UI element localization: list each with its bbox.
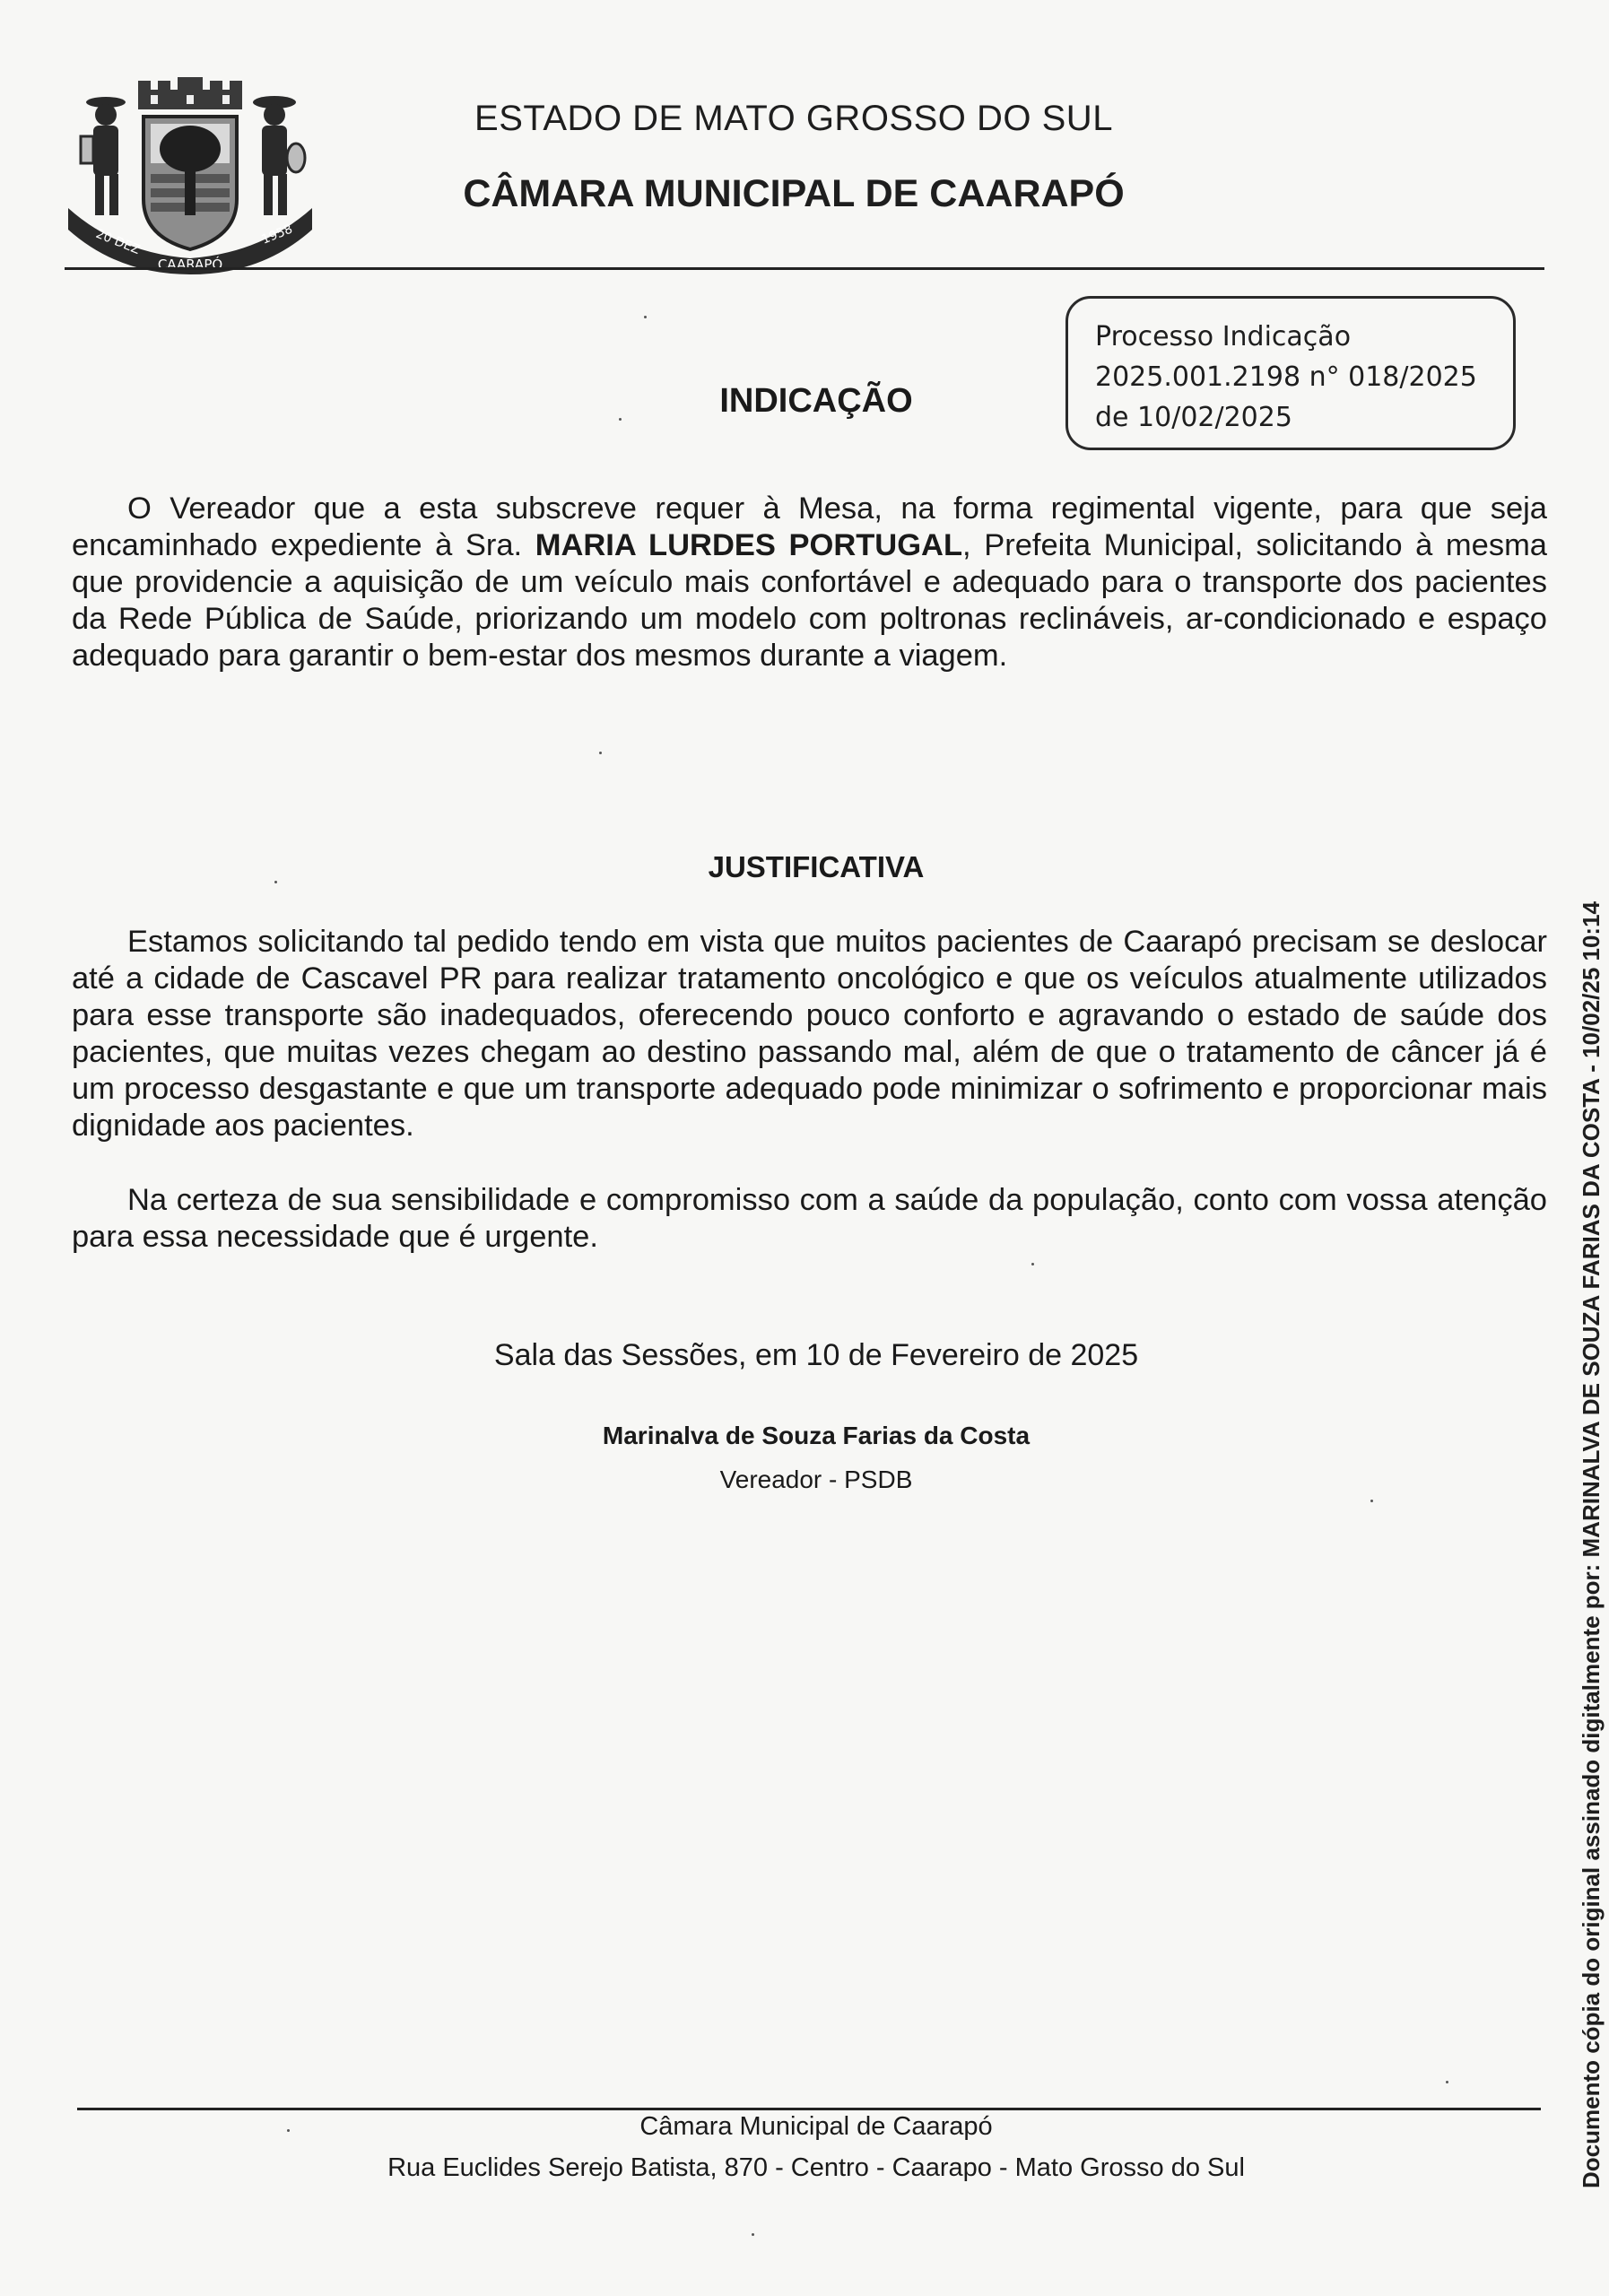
right-figure-icon [253, 96, 305, 215]
digital-signature-stamp: Documento cópia do original assinado digitalmente por: MARINALVA DE SOUZA FARIAS DA COSTA - 10/02/25 10:14 [1578, 900, 1605, 2188]
process-label: Processo Indicação [1095, 321, 1352, 352]
process-number: 2025.001.2198 n° 018/2025 [1095, 361, 1477, 393]
scan-speck [274, 881, 277, 883]
scan-speck [619, 418, 622, 421]
header-divider [65, 267, 1544, 270]
scan-speck [752, 2233, 754, 2236]
svg-text:1958: 1958 [259, 222, 295, 248]
crown-icon [138, 77, 242, 109]
header-chamber-name: CÂMARA MUNICIPAL DE CAARAPÓ [463, 172, 1125, 215]
left-figure-icon [81, 97, 126, 215]
scan-speck [1446, 2081, 1448, 2083]
place-and-date: Sala das Sessões, em 10 de Fevereiro de 2025 [493, 1338, 1139, 1372]
justificativa-paragraph-1: Estamos solicitando tal pedido tendo em vista que muitos pacientes de Caarapó precisam se deslocar até a cidade de Cascavel PR para realizar tratamento oncológico e que os veículos atualmente utilizados para esse transporte são inadequados, oferecendo pouco conforto e agravando o estado de saúde dos pacientes, que muitas vezes chegam ao destino passando mal, além de que o tratamento de câncer já é um processo desgastante e que um transporte adequado pode minimizar o sofrimento e proporcionar mais dignidade aos pacientes. [72, 925, 1547, 1143]
indicacao-title: INDICAÇÃO [719, 382, 913, 420]
indicacao-text-before: O Vereador que a esta subscreve requer à Mesa, na forma regimental vigente, para que seja encaminhado expediente à Sra. [72, 491, 1547, 562]
svg-text:20 DEZ: 20 DEZ [93, 226, 143, 257]
justificativa-title: JUSTIFICATIVA [708, 850, 925, 883]
header-state-name: ESTADO DE MATO GROSSO DO SUL [474, 99, 1113, 138]
indicacao-paragraph [72, 491, 1547, 674]
footer-institution: Câmara Municipal de Caarapó [639, 2112, 993, 2141]
justificativa-paragraph-2: Na certeza de sua sensibilidade e compromisso com a saúde da população, conto com vossa atenção para essa necessidade que é urgente. [72, 1183, 1547, 1254]
scan-speck [1370, 1500, 1373, 1502]
scan-speck [599, 752, 602, 754]
municipal-coat-of-arms-logo [65, 74, 316, 275]
scan-speck [287, 2129, 290, 2132]
svg-text:CAARAPÓ: CAARAPÓ [157, 257, 223, 273]
process-number-box [1065, 296, 1516, 450]
scan-speck [644, 316, 647, 318]
mayor-name: MARIA LURDES PORTUGAL [535, 528, 963, 562]
process-date: de 10/02/2025 [1095, 402, 1292, 433]
scan-speck [1031, 1263, 1034, 1265]
indicacao-text-after: , Prefeita Municipal, solicitando à mesma que providencie a aquisição de um veículo mais confortável e adequado para o transporte dos pacientes da Rede Pública de Saúde, priorizando um modelo com poltronas reclináveis, ar-condicionado e espaço adequado para garantir o bem-estar dos mesmos durante a viagem. [72, 528, 1547, 673]
signer-name: Marinalva de Souza Farias da Costa [602, 1422, 1031, 1449]
footer-address: Rua Euclides Serejo Batista, 870 - Centro - Caarapo - Mato Grosso do Sul [387, 2153, 1245, 2182]
signer-role: Vereador - PSDB [719, 1465, 913, 1493]
